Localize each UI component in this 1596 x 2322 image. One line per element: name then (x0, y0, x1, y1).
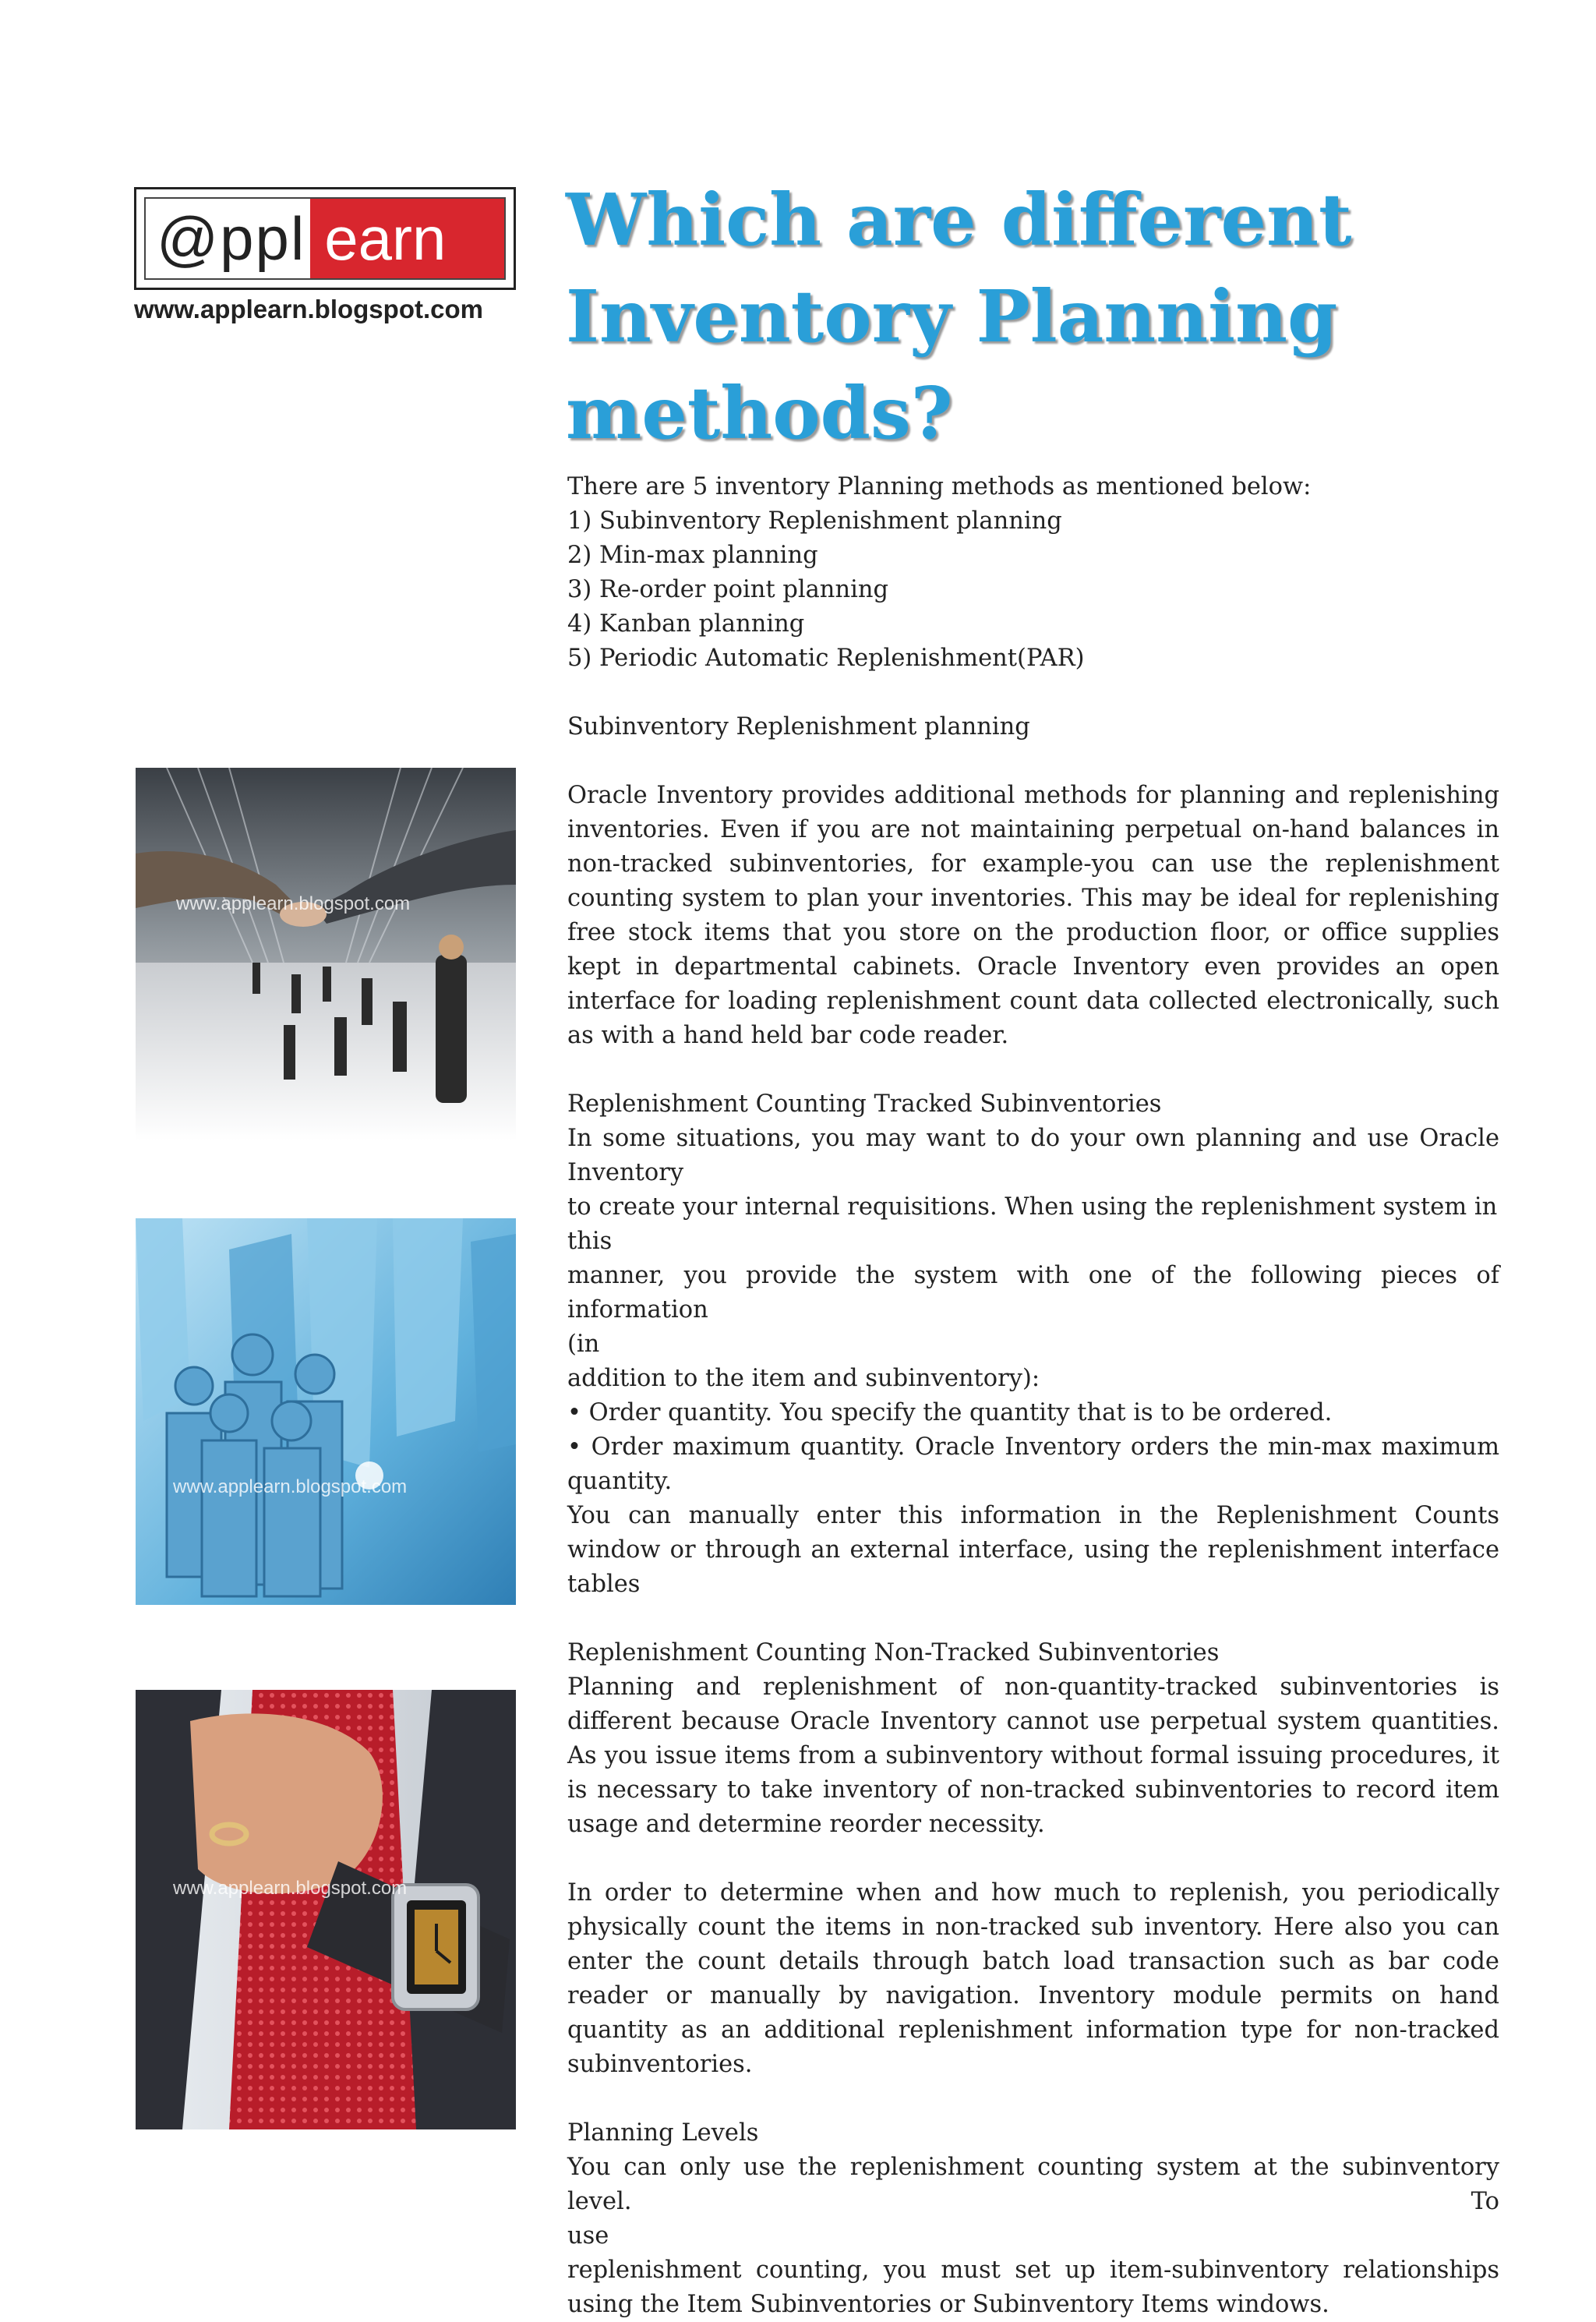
section-heading: Subinventory Replenishment planning (567, 713, 1030, 740)
photo1-watermark: www.applearn.blogspot.com (176, 893, 411, 914)
title-line-2: Inventory Planning methods? (566, 274, 1338, 455)
method-item: 2) Min-max planning (567, 542, 818, 569)
section-line: to create your internal requisitions. When using the replenishment system in this (567, 1193, 1498, 1255)
section-paragraph: Planning and replenishment of non-quantity-tracked subinventories is different because Oracle Inventory cannot use perpetual system quantities. As you issue items from a subinventory without formal issuing procedures, it is necessary to take inventory of non-tracked subinventories to record item usage and determine reorder necessity. (567, 1673, 1499, 1838)
title-line-1: Which are different (566, 178, 1352, 262)
section-paragraph: replenishment counting, you must set up item-subinventory relationships using the Item Subinventories or Subinventory Items windows. (567, 2257, 1499, 2318)
intro-text: There are 5 inventory Planning methods as mentioned below: (567, 473, 1312, 500)
photo3-watermark: www.applearn.blogspot.com (173, 1878, 408, 1899)
handshake-illustration (136, 768, 516, 1140)
logo-url: www.applearn.blogspot.com (134, 295, 483, 323)
section-line: In some situations, you may want to do your own planning and use Oracle (567, 1125, 1499, 1152)
team-silhouette-illustration (136, 1218, 516, 1605)
applearn-logo (134, 187, 516, 290)
section-paragraph: In order to determine when and how much to replenish, you periodically physically count the items in non-tracked sub inventory. Here also you can enter the count details through batch load transaction such as bar code reader or manually by navigation. Inventory module permits on hand quantity as an additional replenishment information type for non-tracked subinventories. (567, 1879, 1499, 2078)
team-silhouette-photo (136, 1218, 516, 1605)
handshake-photo (136, 768, 516, 1140)
method-item: 3) Re-order point planning (567, 576, 889, 603)
section-paragraph: You can manually enter this information in the Replenishment Counts window or through an external interface, using the replenishment interface tables (567, 1502, 1499, 1598)
page-title (566, 171, 1532, 461)
logo-text-right: earn (310, 199, 504, 278)
photo2-watermark: www.applearn.blogspot.com (173, 1476, 408, 1497)
section-line: manner, you provide the system with one of the following pieces of information (567, 1262, 1499, 1324)
bullet-item: • Order maximum quantity. Oracle Inventory orders the min-max maximum quantity. (567, 1433, 1499, 1495)
section-heading: Replenishment Counting Tracked Subinventories (567, 1090, 1162, 1118)
section-line: (in (567, 1331, 600, 1358)
logo-text-left: @ppl (157, 204, 306, 273)
method-item: 1) Subinventory Replenishment planning (567, 507, 1062, 535)
bullet-item: • Order quantity. You specify the quantity that is to be ordered. (567, 1399, 1333, 1426)
method-item: 4) Kanban planning (567, 610, 805, 638)
section-paragraph: Oracle Inventory provides additional methods for planning and replenishing inventories. Even if you are not maintaining perpetual on-hand balances in non-tracked subinventories, for example-you can use the replenishment counting system to plan your inventories. This may be ideal for replenishing free stock items that you store on the production floor, or office supplies kept in departmental cabinets. Oracle Inventory even provides an open interface for loading replenishment count data collected electronically, such as with a hand held bar code reader. (567, 782, 1499, 1049)
section-heading: Planning Levels (567, 2119, 759, 2147)
tie-watch-illustration (136, 1690, 516, 2129)
section-heading: Replenishment Counting Non-Tracked Subinventories (567, 1639, 1220, 1666)
article-body (567, 470, 1499, 2322)
section-line: addition to the item and subinventory): (567, 1365, 1040, 1392)
tie-watch-photo (136, 1690, 516, 2129)
section-line: use (567, 2222, 609, 2250)
method-item: 5) Periodic Automatic Replenishment(PAR) (567, 645, 1085, 672)
section-line: Inventory (567, 1159, 684, 1186)
section-line: You can only use the replenishment counting system at the subinventory level. To (567, 2154, 1499, 2215)
